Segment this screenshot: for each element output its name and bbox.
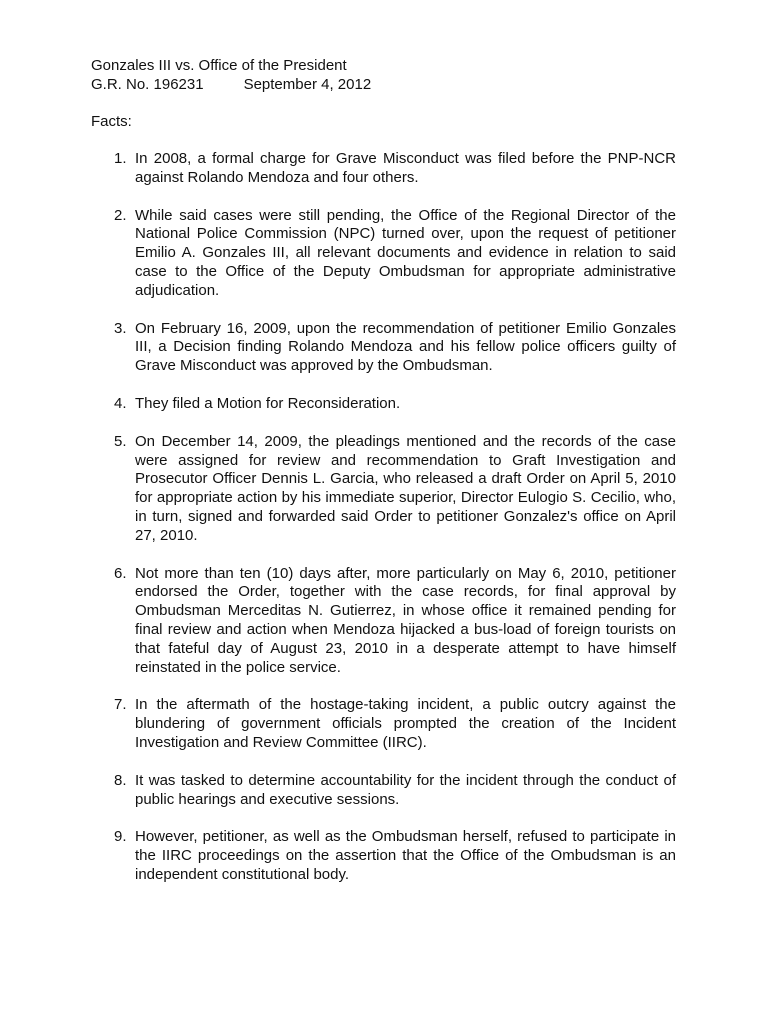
case-title: Gonzales III vs. Office of the President (91, 57, 347, 74)
gr-number: G.R. No. 196231 (91, 76, 204, 93)
fact-item (114, 696, 676, 752)
fact-number: 9. (114, 828, 127, 846)
fact-item (114, 565, 676, 678)
fact-number: 3. (114, 319, 127, 337)
fact-text: On December 14, 2009, the pleadings mentioned and the records of the case were assigned for review and recommendation to Graft Investigation and Prosecutor Officer Dennis L. Garcia, who released a draft Order on April 5, 2010 for appropriate action by his immediate superior, Director Eulogio S. Cecilio, who, in turn, signed and forwarded said Order to petitioner Gonzalez's office on April 27, 2010. (135, 432, 676, 544)
fact-number: 1. (114, 150, 127, 167)
fact-text: It was tasked to determine accountability for the incident through the conduct of public hearings and executive sessions. (135, 771, 676, 808)
fact-item (114, 207, 676, 301)
fact-number: 5. (114, 432, 127, 450)
fact-text: However, petitioner, as well as the Ombudsman herself, refused to participate in the IIRC proceedings on the assertion that the Office of the Ombudsman is an independent constitutional body. (135, 828, 676, 883)
fact-text: On February 16, 2009, upon the recommendation of petitioner Emilio Gonzales III, a Decision finding Rolando Mendoza and his fellow police officers guilty of Grave Misconduct was approved by the Ombudsman. (135, 319, 676, 375)
facts-list (114, 150, 676, 904)
fact-number: 6. (114, 564, 127, 582)
fact-number: 8. (114, 771, 127, 789)
case-header (91, 56, 371, 94)
fact-item (114, 150, 676, 188)
fact-text: They filed a Motion for Reconsideration. (135, 394, 401, 412)
fact-text: In 2008, a formal charge for Grave Misconduct was filed before the PNP-NCR against Rolando Mendoza and four others. (135, 150, 676, 186)
fact-text: While said cases were still pending, the Office of the Regional Director of the National Police Commission (NPC) turned over, upon the request of petitioner Emilio A. Gonzales III, all relevant documents and evidence in relation to said case to the Office of the Deputy Ombudsman for appropriate administrative adjudication. (135, 206, 676, 299)
fact-item (114, 828, 676, 884)
fact-item (114, 320, 676, 376)
decision-date: September 4, 2012 (243, 76, 372, 93)
fact-item (114, 395, 676, 414)
section-heading-facts: Facts: (91, 113, 132, 130)
fact-item (114, 772, 676, 810)
fact-number: 2. (114, 206, 127, 224)
fact-item (114, 433, 676, 546)
fact-number: 7. (114, 696, 127, 714)
case-reference-line (91, 75, 371, 94)
fact-number: 4. (114, 394, 127, 412)
fact-text: Not more than ten (10) days after, more particularly on May 6, 2010, petitioner endorsed the Order, together with the case records, for final approval by Ombudsman Merceditas N. Gutierrez, in whose office it remained pending for final review and action when Mendoza hijacked a bus-load of foreign tourists on that fateful day of August 23, 2010 in a desperate attempt to have himself reinstated in the police service. (135, 564, 676, 676)
fact-text: In the aftermath of the hostage-taking incident, a public outcry against the blundering of government officials prompted the creation of the Incident Investigation and Review Committee (IIRC). (135, 696, 676, 751)
